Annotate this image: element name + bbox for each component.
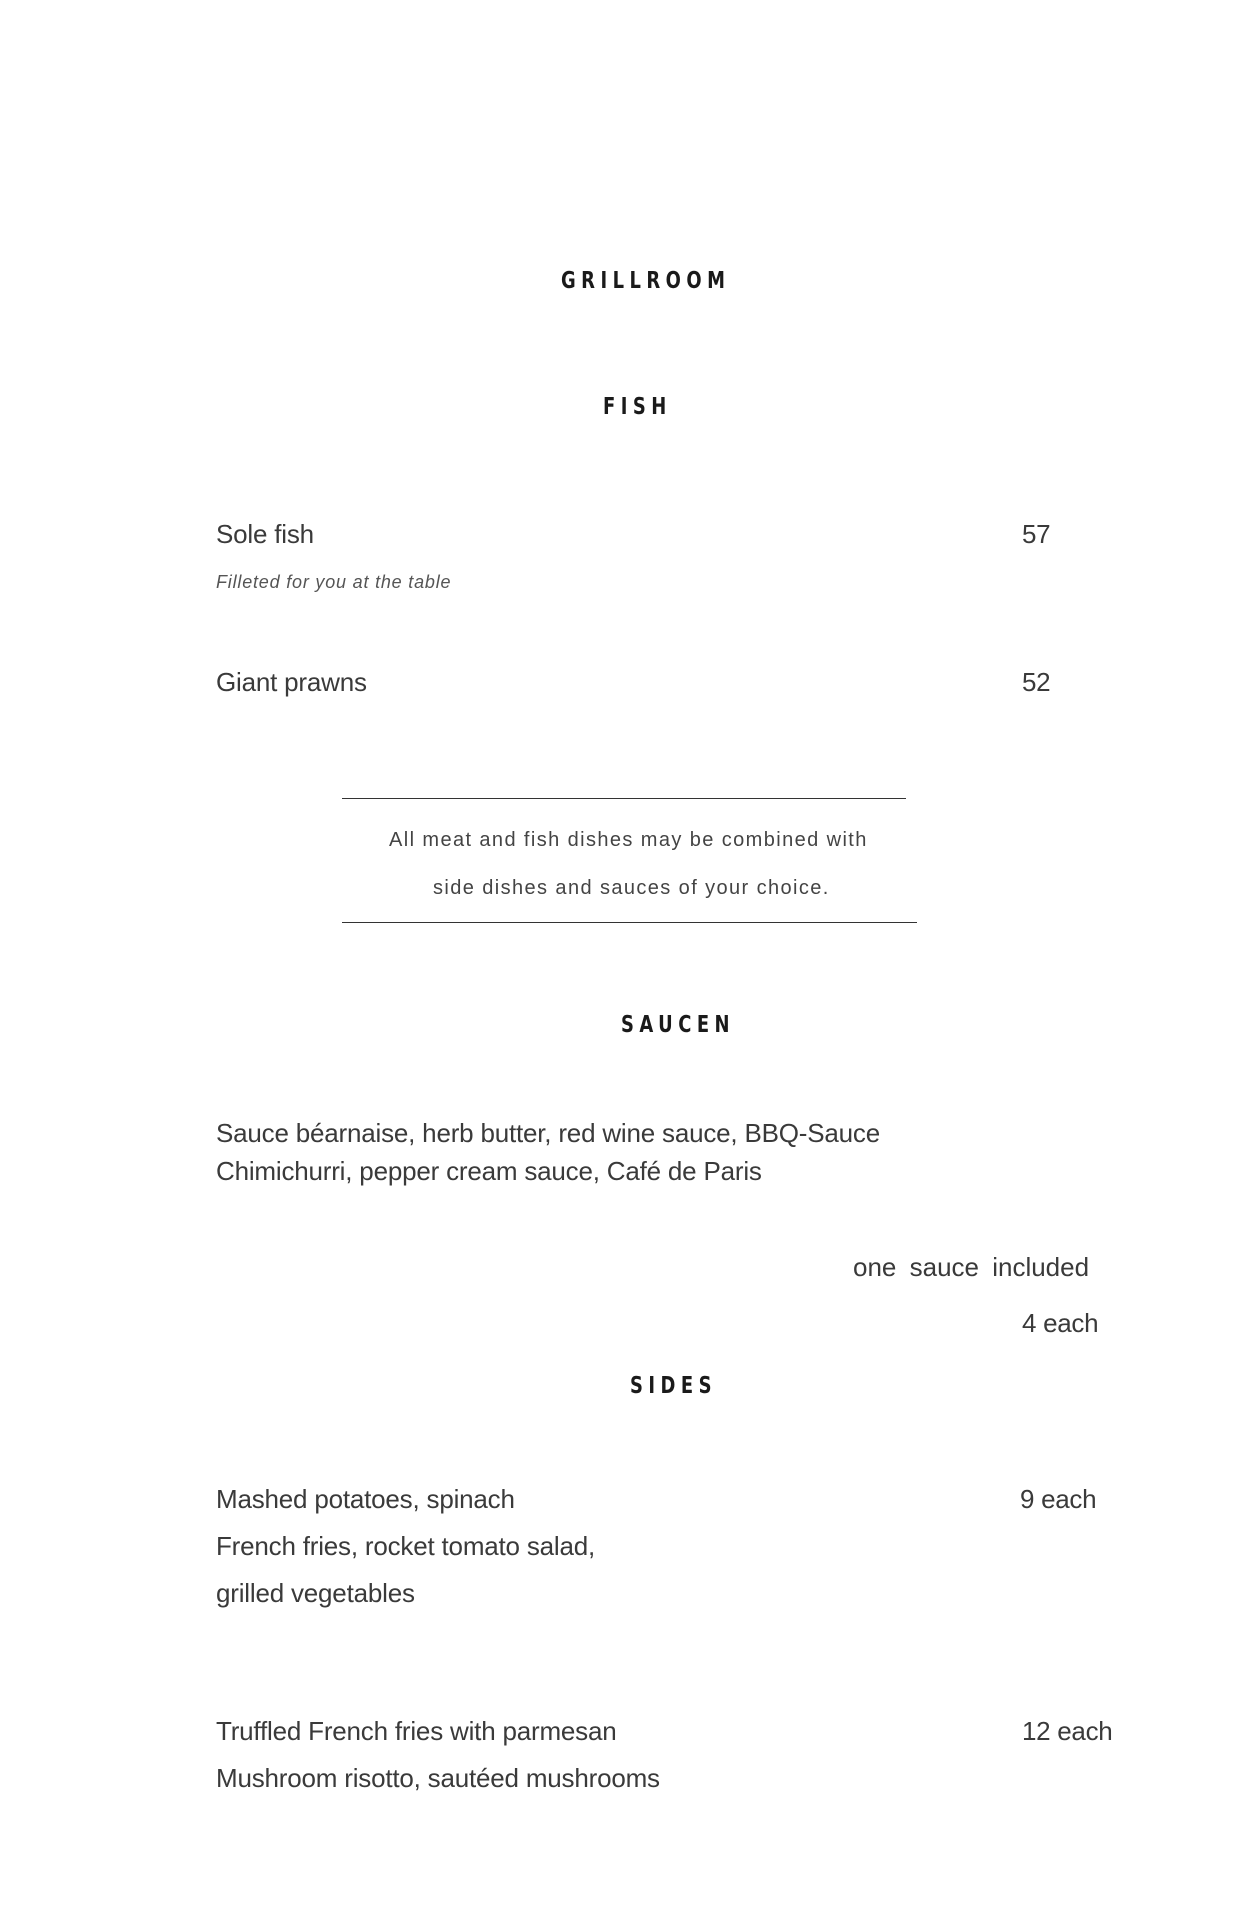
menu-item-giant-prawns: Giant prawns <box>216 667 367 697</box>
sauce-price: 4 each <box>1022 1308 1099 1338</box>
price-giant-prawns: 52 <box>1022 667 1051 697</box>
sauces-list-line2: Chimichurri, pepper cream sauce, Café de Paris <box>216 1156 762 1186</box>
sides-group1-line3: grilled vegetables <box>216 1578 415 1608</box>
menu-item-sole-fish: Sole fish <box>216 519 314 549</box>
sides-group1-line2: French fries, rocket tomato salad, <box>216 1531 596 1561</box>
sides-group2-line1: Truffled French fries with parmesan <box>216 1716 617 1746</box>
sides-group2-price: 12 each <box>1022 1716 1113 1746</box>
divider-bottom <box>342 922 917 923</box>
sides-heading: SIDES <box>630 1373 717 1399</box>
sides-group2-line2: Mushroom risotto, sautéed mushrooms <box>216 1763 660 1793</box>
divider-top <box>342 798 906 799</box>
price-sole-fish: 57 <box>1022 519 1051 549</box>
combine-note-line1: All meat and fish dishes may be combined with <box>389 829 868 851</box>
sauces-heading: SAUCEN <box>621 1012 736 1038</box>
sole-fish-note: Filleted for you at the table <box>216 572 452 592</box>
fish-heading: FISH <box>603 394 672 420</box>
sauce-included-note: one sauce included <box>853 1252 1090 1282</box>
sides-group1-line1: Mashed potatoes, spinach <box>216 1484 515 1514</box>
sides-group1-price: 9 each <box>1020 1484 1097 1514</box>
sauces-list-line1: Sauce béarnaise, herb butter, red wine sauce, BBQ-Sauce <box>216 1118 880 1148</box>
combine-note-line2: side dishes and sauces of your choice. <box>433 877 830 899</box>
menu-title: GRILLROOM <box>561 268 731 294</box>
